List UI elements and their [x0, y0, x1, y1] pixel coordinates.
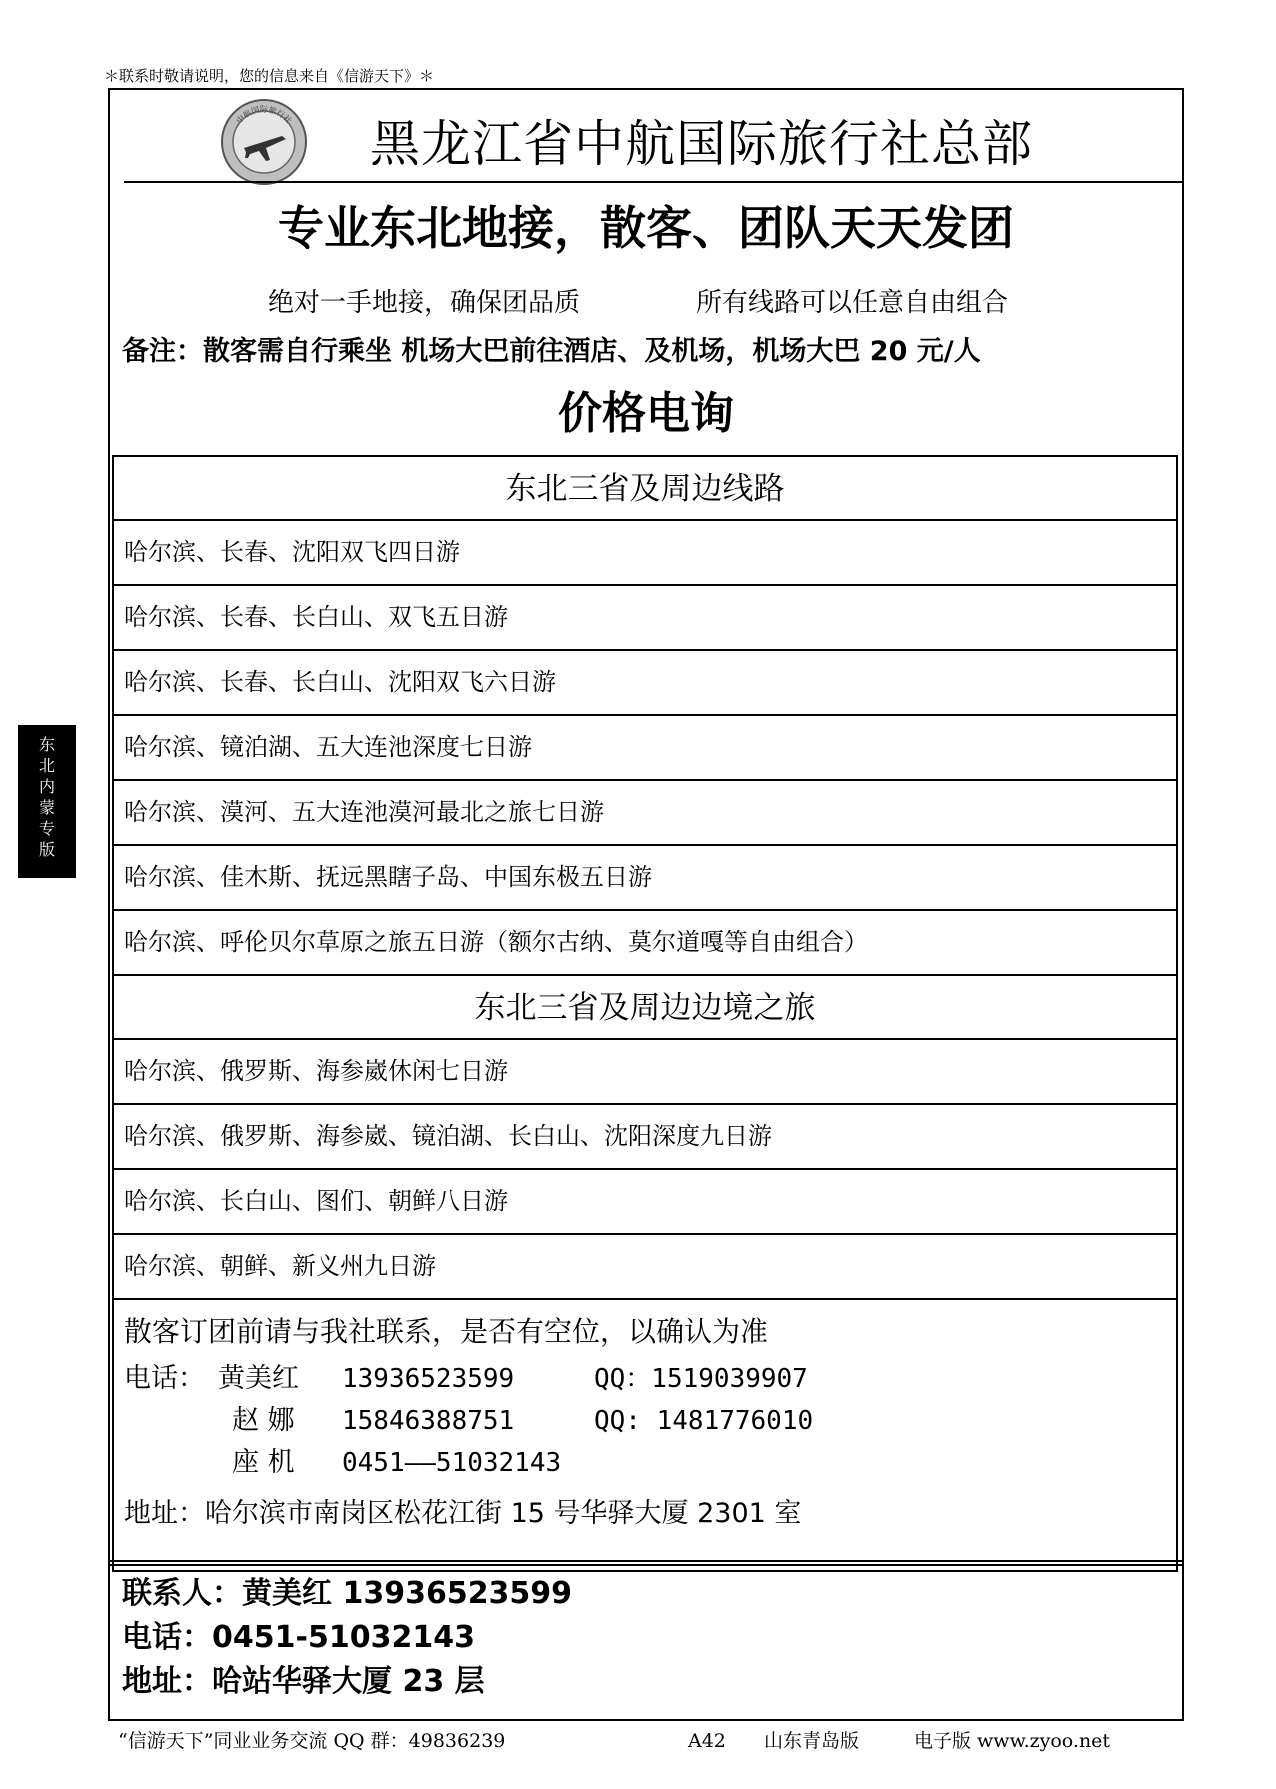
- route-row: 哈尔滨、俄罗斯、海参崴、镜泊湖、长白山、沈阳深度九日游: [114, 1105, 1176, 1170]
- routes-table: [112, 455, 1178, 1572]
- price-note: 价格电询: [558, 388, 734, 439]
- office-address: 地址：哈尔滨市南岗区松花江街 15 号华驿大厦 2301 室: [124, 1498, 802, 1529]
- side-tab-char: 东: [38, 735, 55, 754]
- route-row: 哈尔滨、俄罗斯、海参崴休闲七日游: [114, 1040, 1176, 1105]
- footer-page-number: A42: [688, 1730, 726, 1752]
- booking-note: 散客订团前请与我社联系，是否有空位，以确认为准: [124, 1315, 769, 1348]
- agent-phone: 电话：0451-51032143: [122, 1620, 475, 1655]
- agent-address: 地址：哈站华驿大厦 23 层: [122, 1664, 485, 1699]
- contact-row: [124, 1400, 1166, 1442]
- feature-first-hand: 绝对一手地接，确保团品质: [268, 288, 581, 318]
- contact-row: [124, 1442, 1166, 1484]
- route-row: 哈尔滨、长白山、图们、朝鲜八日游: [114, 1170, 1176, 1235]
- route-row: 哈尔滨、佳木斯、抚远黑瞎子岛、中国东极五日游: [114, 846, 1176, 911]
- slogan: 专业东北地接，散客、团队天天发团: [278, 201, 1014, 255]
- side-tab-char: 版: [38, 840, 55, 859]
- footer-qq-group: “信游天下”同业业务交流 QQ 群：49836239: [118, 1730, 506, 1752]
- plane-icon: [220, 98, 308, 186]
- footer-website: 电子版 www.zyoo.net: [914, 1730, 1111, 1752]
- contact-name: 赵 娜: [232, 1405, 295, 1436]
- double-divider: [110, 1560, 1182, 1566]
- top-note: ＊联系时敬请说明，您的信息来自《信游天下》＊: [104, 67, 435, 85]
- logo-text: 中航国际旅行社: [234, 105, 294, 126]
- route-row: 哈尔滨、朝鲜、新义州九日游: [114, 1235, 1176, 1300]
- ad-frame: [108, 88, 1184, 1721]
- route-row: 哈尔滨、呼伦贝尔草原之旅五日游（额尔古纳、莫尔道嘎等自由组合）: [114, 911, 1176, 976]
- section-title: 东北三省及周边边境之旅: [114, 976, 1176, 1040]
- landline-number: 0451——51032143: [342, 1448, 562, 1478]
- side-tab-char: 专: [38, 819, 55, 838]
- edition-side-tab: [18, 725, 76, 878]
- contact-phone: 13936523599: [342, 1364, 515, 1394]
- agent-info: [122, 1572, 572, 1704]
- route-row: 哈尔滨、长春、长白山、沈阳双飞六日游: [114, 651, 1176, 716]
- contact-qq: QQ: 1481776010: [594, 1406, 814, 1436]
- section-title: 东北三省及周边线路: [114, 457, 1176, 521]
- ad-header: [110, 90, 1182, 455]
- side-tab-char: 北: [38, 756, 55, 775]
- side-tab-char: 蒙: [38, 798, 55, 817]
- contact-name: 黄美红: [218, 1363, 299, 1394]
- route-row: 哈尔滨、长春、沈阳双飞四日游: [114, 521, 1176, 586]
- footer-edition: 山东青岛版: [764, 1730, 860, 1752]
- phone-label: 电话：: [124, 1363, 205, 1394]
- landline-label: 座 机: [232, 1447, 295, 1478]
- company-name: 黑龙江省中航国际旅行社总部: [370, 115, 1033, 173]
- route-row: 哈尔滨、镜泊湖、五大连池深度七日游: [114, 716, 1176, 781]
- contact-qq: QQ：1519039907: [594, 1364, 808, 1394]
- airport-bus-remark: 备注：散客需自行乘坐 机场大巴前往酒店、及机场，机场大巴 20 元/人: [122, 336, 981, 367]
- route-row: 哈尔滨、漠河、五大连池漠河最北之旅七日游: [114, 781, 1176, 846]
- company-logo: [220, 98, 308, 186]
- header-divider: [124, 181, 1184, 183]
- contact-box: [114, 1300, 1176, 1570]
- agent-contact: 联系人：黄美红 13936523599: [122, 1576, 573, 1611]
- contact-phone: 15846388751: [342, 1406, 515, 1436]
- side-tab-char: 内: [38, 777, 55, 796]
- route-row: 哈尔滨、长春、长白山、双飞五日游: [114, 586, 1176, 651]
- contact-row: [124, 1358, 1166, 1400]
- feature-free-combination: 所有线路可以任意自由组合: [696, 288, 1009, 318]
